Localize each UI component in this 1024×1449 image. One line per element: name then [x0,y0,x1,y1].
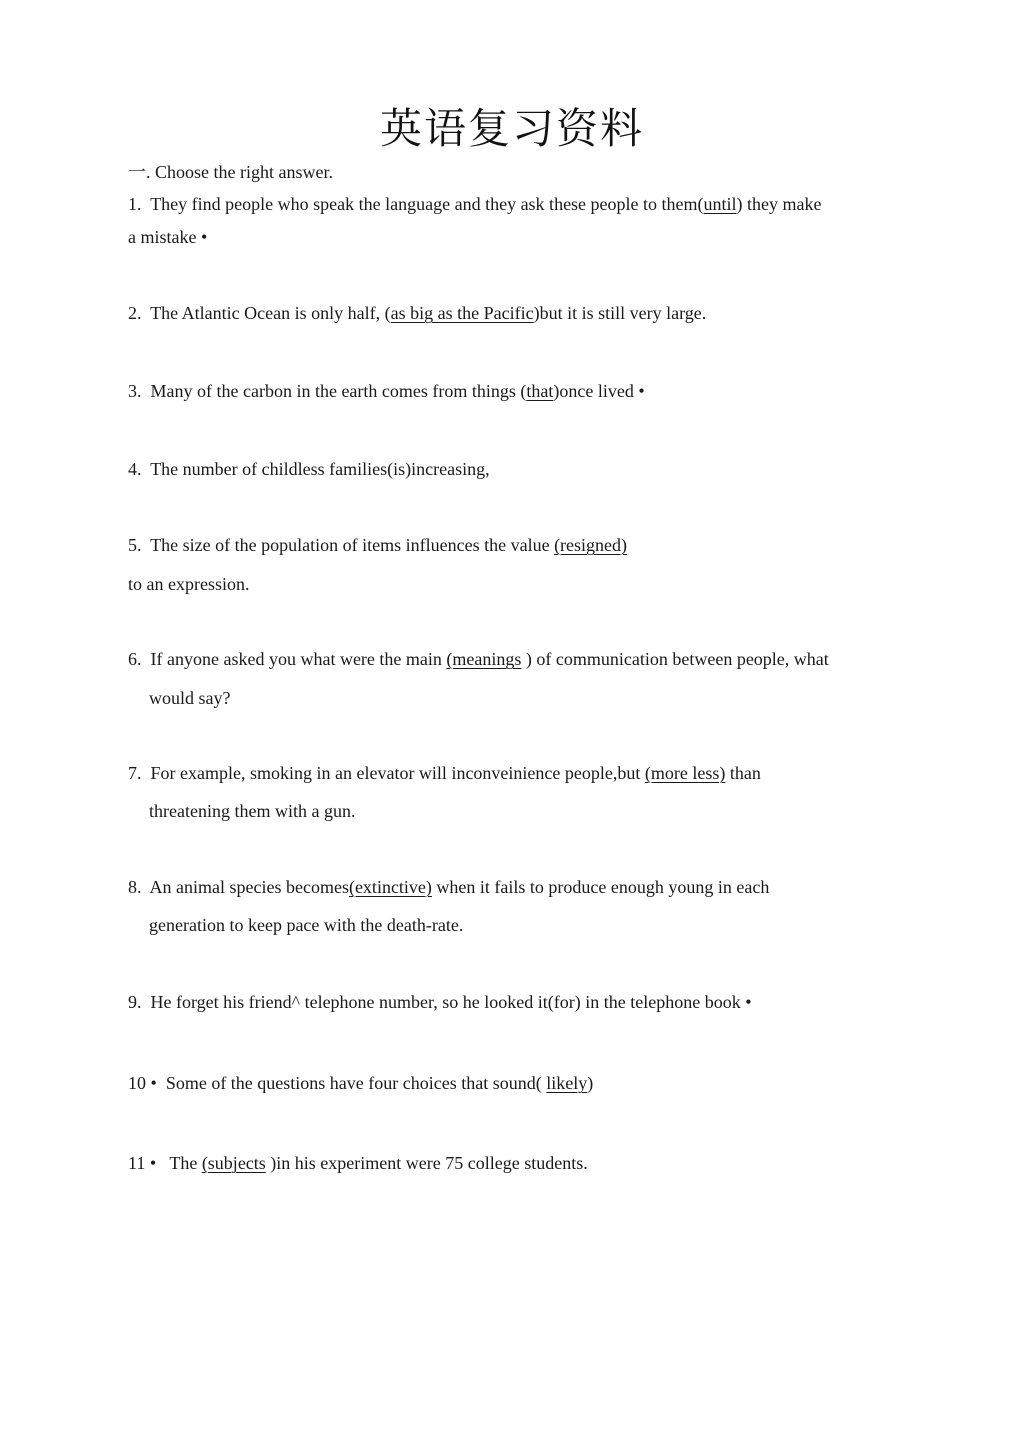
question-8 [128,876,769,898]
question-1 [128,193,822,215]
question-text: )once lived • [553,381,645,401]
question-number: 10 • [128,1073,157,1093]
question-11 [128,1152,588,1174]
question-number: 8. [128,877,142,897]
answer-blank: (more less) [644,763,726,783]
question-4 [128,458,490,480]
answer-blank: (meanings [446,649,522,669]
answer-blank: (subjects [201,1153,266,1173]
question-number: 7. [128,763,142,783]
answer-blank: (extinctive) [348,877,432,897]
question-text: The Atlantic Ocean is only half, ( [150,303,391,323]
page-title: 英语复习资料 [379,104,644,153]
answer-blank: likely [546,1073,588,1093]
question-5 [128,534,627,556]
question-number: 1. [128,194,142,214]
question-number: 11 • [128,1153,157,1173]
question-text: when it fails to produce enough young in each [431,877,770,897]
question-text: For example, smoking in an elevator will inconveinience people,but [150,763,645,783]
question-2 [128,302,706,324]
question-3 [128,380,645,402]
question-text: )but it is still very large. [533,303,707,323]
question-text: They find people who speak the language and they ask these people to them( [150,194,704,214]
question-text: ) they make [736,194,822,214]
question-7-continuation: threatening them with a gun. [149,801,356,821]
question-1-continuation: a mistake • [128,227,208,247]
question-number: 5. [128,535,142,555]
question-text: Some of the questions have four choices that sound( [165,1073,547,1093]
question-10 [128,1072,593,1094]
question-number: 9. [128,992,142,1012]
question-7 [128,762,761,784]
answer-blank: that [526,381,554,401]
question-text: )in his experiment were 75 college students. [265,1153,588,1173]
question-number: 2. [128,303,142,323]
question-8-continuation: generation to keep pace with the death-rate. [149,915,464,935]
question-6 [128,648,829,670]
question-text: ) [587,1073,594,1093]
question-text: An animal species becomes [149,877,349,897]
question-9 [128,991,752,1013]
question-text: He forget his friend^ telephone number, so he looked it(for) in the telephone book • [150,992,752,1012]
question-5-continuation: to an expression. [128,574,250,594]
question-6-continuation: would say? [149,688,231,708]
answer-blank: (resigned) [554,535,628,555]
question-text: The size of the population of items influences the value [150,535,555,555]
question-number: 6. [128,649,142,669]
section-heading: 一. Choose the right answer. [128,162,333,182]
question-text: If anyone asked you what were the main [150,649,447,669]
question-number: 4. [128,459,142,479]
question-text: The [169,1153,202,1173]
question-number: 3. [128,381,142,401]
answer-blank: until [703,194,737,214]
question-text: ) of communication between people, what [521,649,829,669]
answer-blank: as big as the Pacific [390,303,534,323]
question-text: The number of childless families(is)increasing, [150,459,490,479]
question-text: than [725,763,761,783]
question-text: Many of the carbon in the earth comes from things ( [150,381,527,401]
